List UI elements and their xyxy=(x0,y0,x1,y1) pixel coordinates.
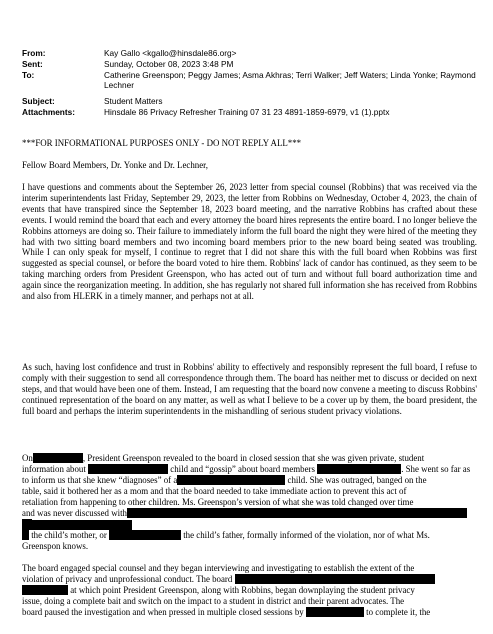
p4-line-5 xyxy=(22,607,430,618)
sent-label: Sent: xyxy=(22,59,43,69)
redaction-bar xyxy=(88,464,168,474)
redaction-bar xyxy=(33,453,83,463)
p3-line-4: table, said it bothered her as a mom and that the board needed to take immediate action to prevent this act of xyxy=(22,486,407,496)
p3-line-6 xyxy=(22,508,467,519)
redaction-bar xyxy=(306,607,364,617)
redaction-bar xyxy=(109,530,181,540)
p3-line-1 xyxy=(22,453,424,464)
from-label: From: xyxy=(22,48,46,58)
p3-text: the child’s mother, or xyxy=(31,530,107,540)
redaction-bar xyxy=(317,464,401,474)
subject-value: Student Matters xyxy=(104,96,163,106)
attachments-row xyxy=(22,107,482,117)
to-value: Catherine Greenspon; Peggy James; Asma Akhras; Terri Walker; Jeff Waters; Linda Yonke; Raymond Lechner xyxy=(104,70,476,90)
redaction-bar xyxy=(177,475,285,485)
paragraph-1: I have questions and comments about the September 26, 2023 letter from special counsel (Robbins) that was received via the interim superintendents last Friday, September 29, 2023, the letter from Robbins on Wednesday, October 4, 2023, the chain of events that have transpired since the September 18, 2023 board meeting, and the narrative Robbins has crafted about these events. I would remind the board that each and every attorney the board hires represents the entire board. I no longer believe the Robbins attorneys are doing so. Their failure to immediately inform the full board the night they were hired of the meeting they had with two sitting board members and two incoming board members prior to the new board being seated was troubling. While I can only speak for myself, I continue to regret that I did not share this with the full board when Robbins was first suggested as special counsel, or before the board voted to hire them. Robbins' lack of candor has continued, as they seem to be taking marching orders from President Greenspon, who has acted out of turn and without full board authorization time and again since the reorganization meeting. In addition, she has regularly not shared full information she has received from Robbins and also from HLERK in a timely manner, and perhaps not at all. xyxy=(22,182,477,302)
p3-text: child and “gossip” about board members xyxy=(170,464,315,474)
greeting: Fellow Board Members, Dr. Yonke and Dr. Lechner, xyxy=(22,160,208,170)
paragraph-2: As such, having lost confidence and trust in Robbins' ability to effectively and responsibly represent the full board, I refuse to comply with their suggestion to send all correspondence through them. The board has neither met to discuss or decided on next steps, and that would have been one of them. Instead, I am requesting that the board now convene a meeting to discuss Robbins' continued representation of the board on any matter, as well as what I believe to be a cover up by them, the board president, the full board and perhaps the interim superintendents in the mishandling of serious student privacy violations. xyxy=(22,362,477,416)
p3-line-9: Greenspon knows. xyxy=(22,541,89,551)
p3-line-2 xyxy=(22,464,470,475)
p3-line-3 xyxy=(22,475,427,486)
attachments-label: Attachments: xyxy=(22,107,76,117)
from-value: Kay Gallo <kgallo@hinsdale86.org> xyxy=(104,48,237,58)
p4-line-3 xyxy=(22,585,415,596)
redaction-bar xyxy=(22,585,68,595)
to-row xyxy=(22,70,482,91)
p4-text: board paused the investigation and when pressed in multiple closed sessions by xyxy=(22,607,304,617)
p3-line-8 xyxy=(22,530,430,541)
p3-text: . She went so far as xyxy=(401,464,471,474)
redaction-bar xyxy=(22,530,29,540)
p4-line-2 xyxy=(22,574,435,585)
p4-text: to complete it, the xyxy=(366,607,431,617)
redaction-bar xyxy=(235,574,435,584)
p3-text: On xyxy=(22,453,33,463)
p4-line-4: issue, doing a complete bait and switch on the impact to a student in district and their parent advocates. The xyxy=(22,596,405,606)
subject-row xyxy=(22,96,482,106)
p3-text: , President Greenspon revealed to the board in closed session that she was given private, student xyxy=(82,453,425,463)
to-label: To: xyxy=(22,70,35,80)
sent-value: Sunday, October 08, 2023 3:48 PM xyxy=(104,59,234,69)
p4-text: at which point President Greenspon, along with Robbins, began downplaying the student privacy xyxy=(70,585,415,595)
from-row xyxy=(22,48,482,58)
subject-label: Subject: xyxy=(22,96,55,106)
sent-row xyxy=(22,59,482,69)
p4-line-1: The board engaged special counsel and they began interviewing and investigating to establish the extent of the xyxy=(22,563,415,573)
p3-text: information about xyxy=(22,464,86,474)
p3-text: and was never discussed with xyxy=(22,508,127,518)
p3-text: child. She was outraged, banged on the xyxy=(287,475,427,485)
p3-line-5: retaliation from happening to other children. Ms. Greenspon’s version of what she was told changed over time xyxy=(22,497,414,507)
p3-text: the child’s father, formally informed of the violation, nor of what Ms. xyxy=(183,530,430,540)
attachments-value: Hinsdale 86 Privacy Refresher Training 07 31 23 4891-1859-6979, v1 (1).pptx xyxy=(104,107,390,117)
informational-banner: ***FOR INFORMATIONAL PURPOSES ONLY - DO NOT REPLY ALL*** xyxy=(22,138,302,148)
redaction-bar xyxy=(22,520,132,530)
p4-text: violation of privacy and unprofessional conduct. The board xyxy=(22,574,233,584)
redaction-bar xyxy=(127,508,467,518)
p3-text: to inform us that she knew “diagnoses” of a xyxy=(22,475,178,485)
